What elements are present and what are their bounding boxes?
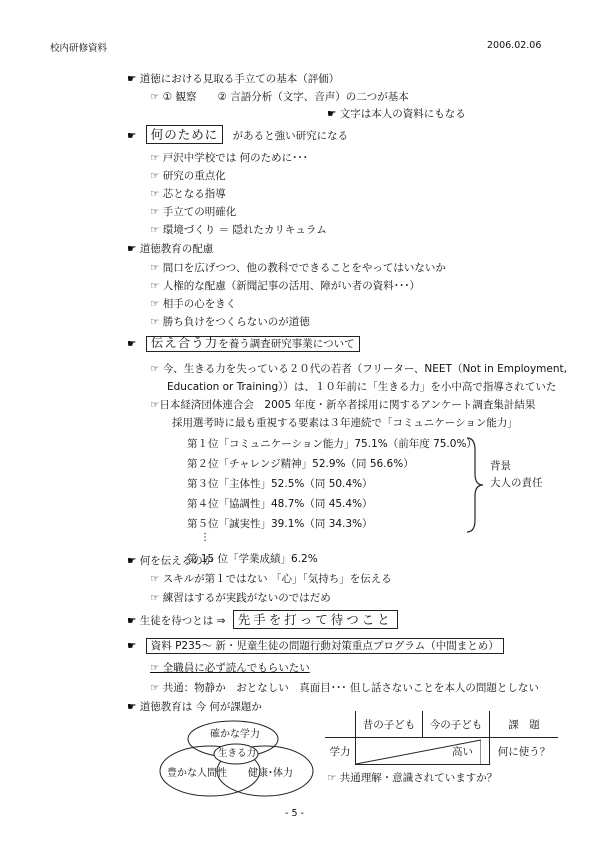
line-core: ☞ 芯となる指導 xyxy=(150,188,226,200)
tbl-what-use: 何に使う？ xyxy=(497,745,551,758)
line-practice: ☞ 練習はするが実践がないのではだめ xyxy=(150,592,331,604)
line-listen: ☞ 相手の心をきく xyxy=(150,298,237,310)
rank-15: 第 15 位「学業成績」6.2% xyxy=(187,553,318,565)
line-common: ☞ 共通：物静か おとなしい 真面目･･･ 但し話さないことを本人の問題としない xyxy=(150,682,539,694)
waiting-box: 先手を打って待つこと xyxy=(233,610,398,629)
rank-2: 第２位「チャレンジ精神」52.9%（同 56.6%） xyxy=(187,458,414,470)
tbl-header-past: 昔の子ども xyxy=(356,711,423,738)
line-purpose xyxy=(127,128,348,143)
line-moral-care: ☛ 道徳教育の配慮 xyxy=(127,243,214,255)
line-focus: ☞ 研究の重点化 xyxy=(150,170,226,182)
line-tozawa: ☞ 戸沢中学校では 何のために･･･ xyxy=(150,152,308,164)
line-clarify: ☞ 手立ての明確化 xyxy=(150,206,237,218)
bullet-icon: ☛ xyxy=(127,640,137,652)
line-eval-basis: ☛ 道徳における見取る手立ての基本（評価） xyxy=(127,73,340,85)
line-keidanren: ☞日本経済団体連合会 2005 年度・新卒者採用に関するアンケート調査集計結果 xyxy=(150,399,536,411)
line-observe: ☞ ① 観察 ② 言語分析（文字、音声）の二つが基本 xyxy=(150,91,409,103)
line-waiting xyxy=(127,613,398,628)
line-all-staff: ☞ 全職員に必ず読んでもらいたい xyxy=(150,662,310,674)
header-date: 2006.02.06 xyxy=(487,40,542,51)
tbl-trend-cell xyxy=(356,738,490,765)
line-text-material: ☛ 文字は本人の資料にもなる xyxy=(327,108,466,120)
research-box-main: 伝え合う力 xyxy=(150,335,219,350)
line-skill: ☞ スキルが第１ではない 「心」「気持ち」を伝える xyxy=(150,573,392,585)
research-box xyxy=(146,336,360,352)
rank-3: 第３位「主体性」52.5%（同 50.4%） xyxy=(187,478,373,490)
research-box-sub: を養う調査研究事業について xyxy=(218,338,355,350)
venn-humanity: 豊かな人間性 xyxy=(167,768,227,779)
rank-4: 第４位「協調性」48.7%（同 45.4%） xyxy=(187,498,373,510)
header-left: 校内研修資料 xyxy=(50,43,108,54)
venn-health: 健康･体力 xyxy=(248,768,293,779)
line-neet-cont: Education or Training））は、１０年前に「生きる力」を小中高で指導されていた xyxy=(167,381,557,393)
tbl-row-academic: 学力 xyxy=(325,738,356,765)
line-program xyxy=(127,639,504,653)
side-adult-responsibility: 大人の責任 xyxy=(490,477,543,489)
line-no-winlose: ☞ 勝ち負けをつくらないのが道徳 xyxy=(150,316,310,328)
rank-5: 第５位「誠実性」39.1%（同 34.3%） xyxy=(187,518,373,530)
line-research-project xyxy=(127,336,360,351)
program-box: 資料 P235～ 新・児童生徒の問題行動対策重点プログラム（中間まとめ） xyxy=(146,638,504,654)
bullet-icon: ☛ xyxy=(127,338,137,350)
purpose-box: 何のために xyxy=(146,125,224,144)
tbl-high: 高い xyxy=(452,746,473,758)
purpose-rest: があると強い研究になる xyxy=(232,130,349,142)
line-environment: ☞ 環境づくり ＝ 隠れたカリキュラム xyxy=(150,224,327,236)
line-selection: 採用選考時に最も重視する要素は３年連続で「コミュニケーション能力」 xyxy=(172,417,518,429)
bullet-icon: ☛ xyxy=(127,130,137,142)
line-widen: ☞ 間口を広げつつ、他の教科でできることをやってはいないか xyxy=(150,262,446,274)
line-what-convey: ☛ 何を伝えるのか xyxy=(127,555,214,567)
line-human-rights: ☞ 人権的な配慮（新聞記事の活用、障がい者の資料･･･） xyxy=(150,280,420,292)
side-background: 背景 xyxy=(490,460,511,472)
venn-academic: 確かな学力 xyxy=(210,729,260,740)
rank-1: 第１位「コミュニケーション能力」75.1%（前年度 75.0%） xyxy=(187,438,477,450)
tbl-header-issue: 課 題 xyxy=(490,711,559,738)
ellipsis: ⋮ xyxy=(200,532,210,543)
waiting-text: ☛ 生徒を待つとは ⇒ xyxy=(127,615,226,627)
page-number: - 5 - xyxy=(285,808,304,819)
line-common-understanding: ☞ 共通理解・意識されていますか？ xyxy=(327,772,498,784)
line-moral-issue: ☛ 道徳教育は 今 何が課題か xyxy=(127,701,262,713)
line-neet: ☞ 今、生きる力を失っている２０代の若者（フリーター、NEET（Not in Employment, xyxy=(150,363,567,375)
brace-icon xyxy=(463,436,485,534)
venn-zest: 生きる力 xyxy=(218,748,257,759)
tbl-header-now: 今の子ども xyxy=(423,711,490,738)
comparison-table xyxy=(325,711,558,765)
